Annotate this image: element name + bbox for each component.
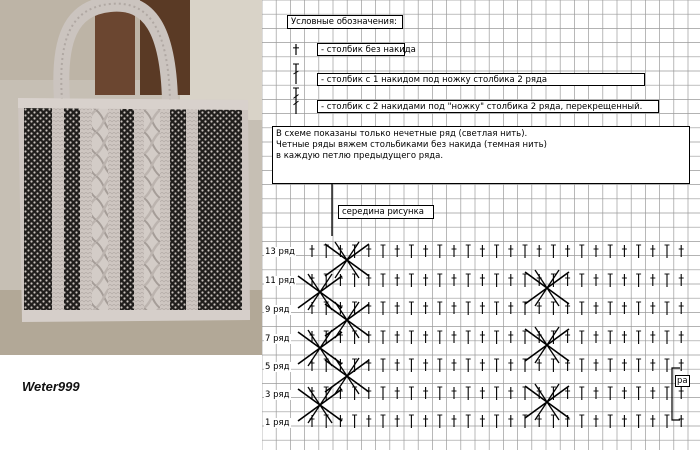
author-signature: Weter999	[22, 379, 80, 394]
row-label-13: 13 ряд	[265, 247, 295, 257]
row-label-11: 11 ряд	[265, 276, 295, 286]
row-label-9: 9 ряд	[265, 305, 290, 315]
legend-item-2: - столбик с 1 накидом под ножку столбика 2 ряда	[317, 73, 645, 86]
crochet-chart	[262, 0, 700, 450]
row-label-3: 3 ряд	[265, 390, 290, 400]
note-line-2: Четные ряды вяжем стольбиками без накида (темная нить)	[276, 140, 547, 150]
legend-item-3: - столбик с 2 накидами под "ножку" столбика 2 ряда, перекрещенный.	[317, 100, 659, 113]
row-label-1: 1 ряд	[265, 418, 290, 428]
chart-grid	[262, 0, 700, 450]
row-label-5: 5 ряд	[265, 362, 290, 372]
legend-title: Условные обозначения:	[287, 15, 403, 29]
note-line-1: В схеме показаны только нечетные ряд (светлая нить).	[276, 129, 528, 139]
note-box	[272, 126, 690, 184]
edge-label: ра	[677, 376, 688, 386]
legend-item-1: - столбик без накида	[317, 43, 405, 56]
row-label-7: 7 ряд	[265, 334, 290, 344]
bag-photo	[0, 0, 262, 355]
center-label: середина рисунка	[338, 205, 434, 219]
crochet-tote-bag-photo	[0, 0, 262, 355]
note-line-3: в каждую петлю предыдущего ряда.	[276, 151, 444, 161]
